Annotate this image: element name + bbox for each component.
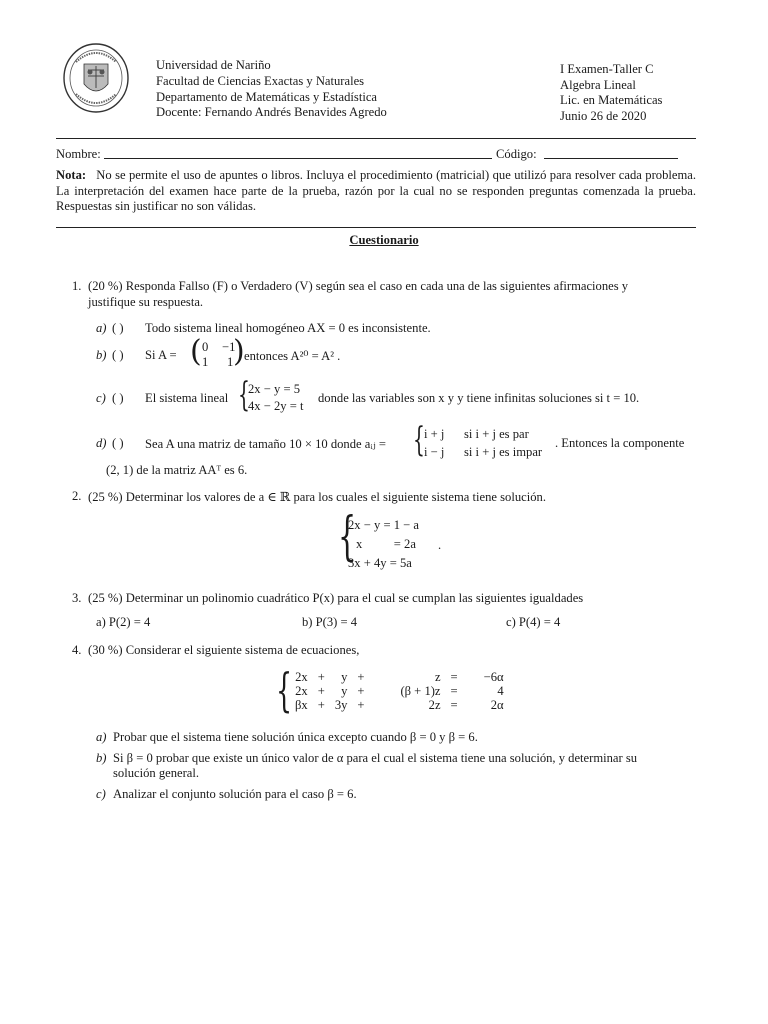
institution-block	[156, 58, 387, 121]
q1a-checkbox[interactable]: ( )	[112, 321, 124, 335]
q4-equation-row	[290, 670, 509, 684]
q1d-case-1-cond: si i + j es par	[464, 427, 529, 441]
q1c-equation-2: 4x − 2y = t	[248, 399, 304, 413]
q4-system-table	[290, 670, 509, 712]
university-seal	[62, 42, 130, 114]
course-name: Algebra Lineal	[560, 77, 636, 92]
code-label: Código:	[496, 147, 537, 161]
q4a-label: a)	[96, 730, 107, 744]
q4-r1-c2: +	[317, 670, 325, 684]
q1a-label: a)	[96, 321, 107, 335]
matrix-entry-22: 1	[227, 355, 234, 369]
q1b-suffix: entonces A²⁰ = A² .	[244, 349, 341, 363]
note-divider	[56, 227, 696, 228]
note-label: Nota:	[56, 168, 87, 182]
q1d-case-2-expr: i − j	[424, 445, 445, 459]
q3-condition-c: c) P(4) = 4	[506, 615, 561, 629]
q4-text: (30 %) Considerar el siguiente sistema de ecuaciones,	[88, 643, 360, 657]
q4-r2-c7: 4	[497, 684, 504, 698]
name-field[interactable]	[104, 158, 492, 160]
exam-info-block	[560, 62, 662, 124]
q3-text: (25 %) Determinar un polinomio cuadrático P(x) para el cual se cumplan las siguientes igualdades	[88, 591, 584, 605]
q4-equation-row	[290, 684, 509, 698]
section-title: Cuestionario	[349, 233, 419, 247]
q4-r2-c4: +	[357, 684, 365, 698]
q1d-case-1-expr: i + j	[424, 427, 445, 441]
q4-r3-c4: +	[357, 698, 365, 712]
q1-intro-line2: justifique su respuesta.	[88, 295, 204, 309]
q2-equation-1: 2x − y = 1 − a	[348, 518, 419, 532]
q2-brace: {	[338, 507, 357, 567]
q4c-text: Analizar el conjunto solución para el caso β = 6.	[113, 787, 357, 801]
department-name: Departamento de Matemáticas y Estadística	[156, 89, 378, 104]
q4-r2-c3: y	[341, 684, 348, 698]
q4c-label: c)	[96, 787, 106, 801]
q4-r1-c7: −6α	[483, 670, 504, 684]
q1d-label: d)	[96, 436, 107, 450]
q1d-checkbox[interactable]: ( )	[112, 436, 124, 450]
q4-r2-c1: 2x	[295, 684, 308, 698]
q4-r3-c1: βx	[295, 698, 308, 712]
q4-r2-c5: (β + 1)z	[400, 684, 441, 698]
q2-equation-2: x = 2a	[356, 537, 416, 551]
q1a-text: Todo sistema lineal homogéneo AX = 0 es inconsistente.	[145, 321, 431, 335]
q4-r3-c2: +	[317, 698, 325, 712]
q1d-prefix: Sea A una matriz de tamaño 10 × 10 donde aᵢⱼ =	[145, 437, 386, 451]
teacher-name: Docente: Fernando Andrés Benavides Agredo	[156, 105, 387, 120]
code-field[interactable]	[544, 158, 678, 160]
q1d-brace: {	[413, 420, 425, 460]
matrix-entry-11: 0	[202, 340, 209, 354]
q3-number: 3.	[72, 591, 82, 605]
q1-intro: (20 %) Responda Fallso (F) o Verdadero (V) según sea el caso en cada una de las siguientes afirmaciones y	[88, 279, 629, 293]
q4-r3-c5: 2z	[428, 698, 441, 712]
program-name: Lic. en Matemáticas	[560, 93, 663, 108]
q1c-suffix: donde las variables son x y y tiene infinitas soluciones si t = 10.	[318, 391, 640, 405]
q1d-suffix: . Entonces la componente	[555, 436, 685, 450]
q4-r3-c7: 2α	[490, 698, 504, 712]
note-text: No se permite el uso de apuntes o libros. Incluya el procedimiento (matricial) que utilizó para resolver cada problema. La interpretación del examen hace parte de la prueba, razón por la cual no se responden preguntas comenzada la prueba. Respuestas sin justificar no son válidas.	[56, 168, 696, 213]
q1d-line2: (2, 1) de la matriz AAᵀ es 6.	[106, 463, 248, 477]
q4b-text-line2: solución general.	[113, 766, 200, 780]
q1c-label: c)	[96, 391, 106, 405]
q4-r1-c3: y	[341, 670, 348, 684]
exam-date: Junio 26 de 2020	[560, 108, 647, 123]
q4-number: 4.	[72, 643, 82, 657]
matrix-entry-12: −1	[222, 340, 236, 354]
q1-number: 1.	[72, 279, 82, 293]
q1c-equation-1: 2x − y = 5	[248, 382, 300, 396]
note-paragraph	[56, 168, 696, 215]
q3-condition-a: a) P(2) = 4	[96, 615, 151, 629]
q2-text: (25 %) Determinar los valores de a ∈ ℝ para los cuales el siguiente sistema tiene solución.	[88, 490, 546, 504]
q1c-brace: {	[238, 375, 250, 415]
q4b-label: b)	[96, 751, 107, 765]
matrix-left-paren: (	[190, 334, 202, 369]
matrix-right-paren: )	[233, 334, 245, 369]
q4-r2-c6: =	[450, 684, 458, 698]
name-label: Nombre:	[56, 147, 101, 161]
q4-r1-c5: z	[434, 670, 441, 684]
q4-r3-c6: =	[450, 698, 458, 712]
q1c-prefix: El sistema lineal	[145, 391, 229, 405]
matrix-entry-21: 1	[202, 355, 209, 369]
q2-equation-3: 3x + 4y = 5a	[348, 556, 412, 570]
q4b-text: Si β = 0 probar que existe un único valor de α para el cual el sistema tiene una solución, y determinar su	[113, 751, 638, 765]
q4-r2-c2: +	[317, 684, 325, 698]
q4-r3-c3: 3y	[334, 698, 348, 712]
q3-condition-b: b) P(3) = 4	[302, 615, 358, 629]
faculty-name: Facultad de Ciencias Exactas y Naturales	[156, 73, 365, 88]
q2-number: 2.	[72, 489, 82, 503]
q1b-prefix: Si A =	[145, 348, 177, 362]
q2-period: .	[438, 538, 442, 552]
university-name: Universidad de Nariño	[156, 58, 271, 72]
q1c-checkbox[interactable]: ( )	[112, 391, 124, 405]
header-divider	[56, 138, 696, 139]
q1d-case-2-cond: si i + j es impar	[464, 445, 543, 459]
q1b-checkbox[interactable]: ( )	[112, 348, 124, 362]
q4-r1-c6: =	[450, 670, 458, 684]
q4-equation-row	[290, 698, 509, 712]
q4-r1-c4: +	[357, 670, 365, 684]
exam-title: I Examen-Taller C	[560, 62, 654, 76]
q1b-label: b)	[96, 348, 107, 362]
q4a-text: Probar que el sistema tiene solución única excepto cuando β = 0 y β = 6.	[113, 730, 478, 744]
q4-r1-c1: 2x	[295, 670, 308, 684]
q4-brace: {	[276, 663, 293, 717]
